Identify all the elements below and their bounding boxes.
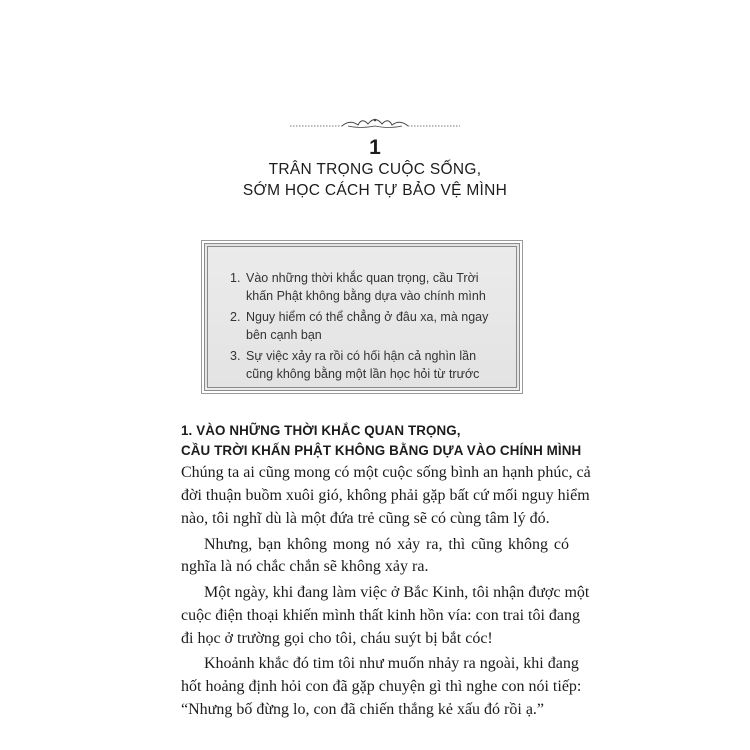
paragraph-line: Khoảnh khắc đó tim tôi như muốn nhảy ra ngoài, khi đang [204, 655, 579, 672]
paragraph-line: nghĩa là nó chắc chắn sẽ không xảy ra. [181, 558, 429, 575]
paragraph-line: nào, tôi nghĩ dù là một đứa trẻ cũng sẽ có cùng tâm lý đó. [181, 510, 550, 527]
section-heading-line-1: 1. VÀO NHỮNG THỜI KHẮC QUAN TRỌNG, [181, 423, 461, 438]
chapter-ornament [290, 113, 460, 133]
chapter-title-line-1: TRÂN TRỌNG CUỘC SỐNG, [268, 161, 482, 178]
paragraph-line: cuộc điện thoại khiến mình thất kinh hồn vía: con trai tôi đang [181, 607, 581, 624]
summary-item [230, 270, 504, 305]
summary-item-number: 2. [230, 310, 241, 324]
paragraph-line: đi học ở trường gọi cho tôi, cháu suýt bị bắt cóc! [181, 630, 493, 647]
paragraph-line: hốt hoảng định hỏi con đã gặp chuyện gì thì nghe con nói tiếp: [181, 678, 582, 695]
paragraph-line: Một ngày, khi đang làm việc ở Bắc Kinh, tôi nhận được một [204, 584, 590, 601]
chapter-summary-box [204, 243, 520, 391]
summary-item-text: Sự việc xảy ra rồi có hối hận cả nghìn lần cũng không bằng một lần học hỏi từ trước [246, 349, 480, 381]
chapter-title-line-2: SỚM HỌC CÁCH TỰ BẢO VỆ MÌNH [242, 182, 508, 199]
paragraph-line: đời thuận buồm xuôi gió, không phải gặp bất cứ mối nguy hiểm [181, 487, 590, 504]
paragraph-line: Chúng ta ai cũng mong có một cuộc sống bình an hạnh phúc, cả [181, 464, 591, 481]
summary-item-text: Vào những thời khắc quan trọng, cầu Trời khấn Phật không bằng dựa vào chính mình [246, 271, 486, 303]
summary-item-number: 1. [230, 271, 241, 285]
summary-item [230, 348, 504, 383]
summary-item-number: 3. [230, 349, 241, 363]
summary-item-text: Nguy hiểm có thể chẳng ở đâu xa, mà ngay bên cạnh bạn [246, 310, 489, 342]
chapter-number: 1 [369, 136, 381, 159]
summary-item [230, 309, 504, 344]
section-heading-line-2: CẦU TRỜI KHẤN PHẬT KHÔNG BẰNG DỰA VÀO CHÍNH MÌNH [181, 443, 582, 458]
paragraph-line: “Nhưng bố đừng lo, con đã chiến thắng kẻ xấu đó rồi ạ.” [181, 701, 545, 718]
paragraph-line: Nhưng, bạn không mong nó xảy ra, thì cũng không có [204, 536, 569, 553]
